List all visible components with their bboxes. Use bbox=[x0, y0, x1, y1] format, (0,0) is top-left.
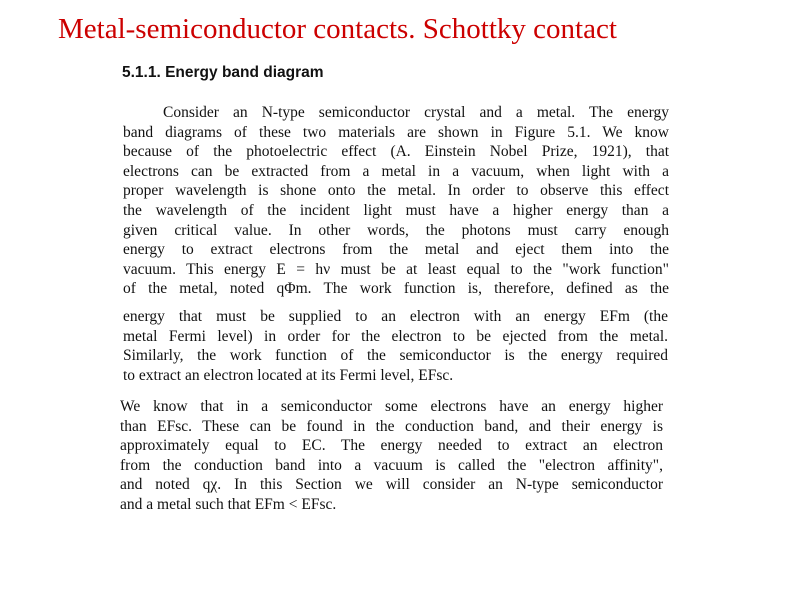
text-line: energy that must be supplied to an electron with an energy EFm (the bbox=[123, 308, 668, 325]
text-line: and noted qχ. In this Section we will consider an N-type semiconductor bbox=[120, 476, 663, 494]
paragraph-work-function bbox=[123, 307, 668, 385]
paragraph-photoelectric bbox=[123, 103, 669, 299]
text-line: Consider an N-type semiconductor crystal and a metal. The energy bbox=[163, 104, 669, 121]
text-line: energy to extract electrons from the metal and eject them into the bbox=[123, 241, 669, 259]
text-line: given critical value. In other words, the photons must carry enough bbox=[123, 221, 669, 239]
section-heading: 5.1.1. Energy band diagram bbox=[122, 64, 324, 81]
text-line: band diagrams of these two materials are shown in Figure 5.1. We know bbox=[123, 123, 669, 141]
slide-title: Metal-semiconductor contacts. Schottky contact bbox=[58, 13, 617, 45]
text-line: and a metal such that EFm < EFsc. bbox=[120, 495, 337, 513]
text-line: approximately equal to EC. The energy needed to extract an electron bbox=[120, 437, 663, 455]
text-line: the wavelength of the incident light must have a higher energy than a bbox=[123, 201, 669, 219]
text-line: Similarly, the work function of the semiconductor is the energy required bbox=[123, 347, 668, 365]
text-line: We know that in a semiconductor some electrons have an energy higher bbox=[120, 398, 663, 415]
text-line: of the metal, noted qΦm. The work function is, therefore, defined as the bbox=[123, 280, 669, 298]
text-line: to extract an electron located at its Fermi level, EFsc. bbox=[123, 366, 454, 384]
text-line: metal Fermi level) in order for the electron to be ejected from the metal. bbox=[123, 327, 668, 345]
paragraph-electron-affinity bbox=[120, 397, 663, 515]
text-line: electrons can be extracted from a metal in a vacuum, when light with a bbox=[123, 162, 669, 180]
text-line: vacuum. This energy E = hν must be at least equal to the "work function" bbox=[123, 260, 669, 278]
text-line: than EFsc. These can be found in the conduction band, and their energy is bbox=[120, 417, 663, 435]
text-line: from the conduction band into a vacuum is called the "electron affinity", bbox=[120, 456, 663, 474]
text-line: because of the photoelectric effect (A. Einstein Nobel Prize, 1921), that bbox=[123, 143, 669, 161]
text-line: proper wavelength is shone onto the metal. In order to observe this effect bbox=[123, 182, 669, 200]
